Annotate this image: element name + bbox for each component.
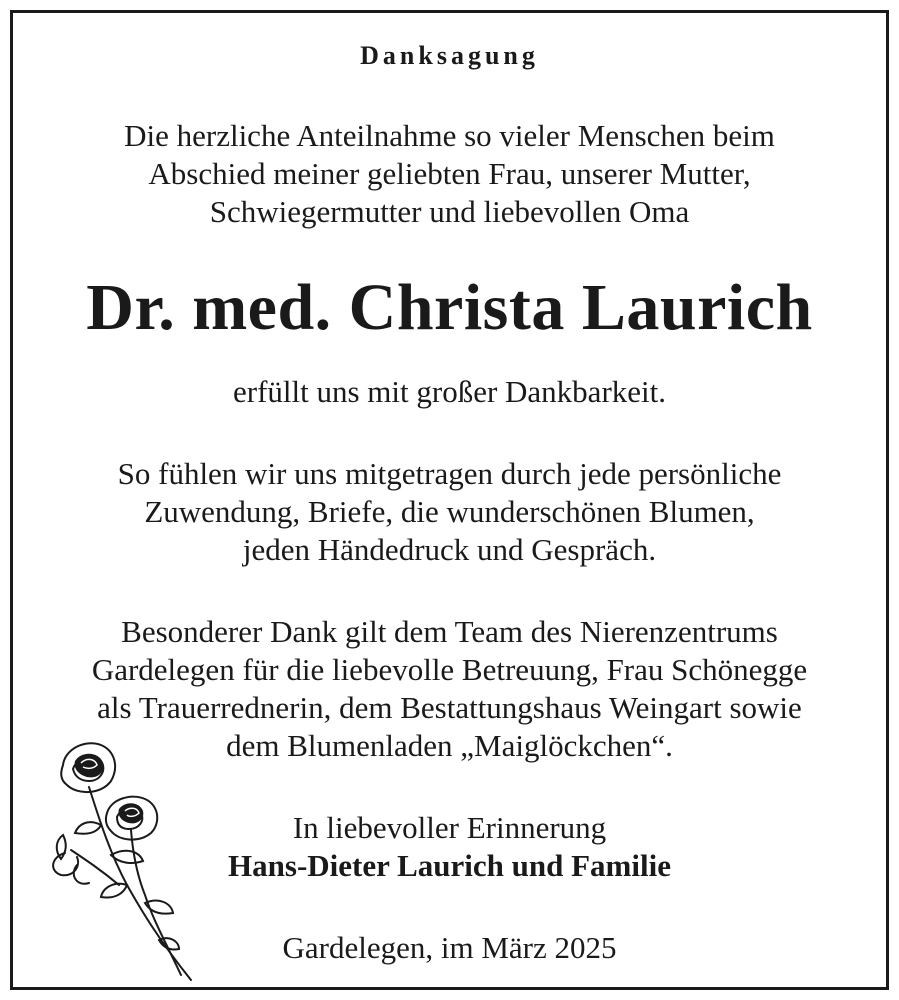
thanks-line-1: Besonderer Dank gilt dem Team des Nierenzentrums [121, 614, 778, 649]
intro-line-1: Die herzliche Anteilnahme so vieler Menschen beim [124, 118, 775, 153]
closing-line: In liebevoller Erinnerung [292, 810, 607, 845]
deceased-name: Dr. med. Christa Laurich [86, 271, 813, 344]
heading: Danksagung [360, 41, 539, 70]
support-line-2: Zuwendung, Briefe, die wunderschönen Blumen, [144, 494, 755, 529]
roses-icon [41, 735, 211, 985]
support-line-1: So fühlen wir uns mitgetragen durch jede persönliche [117, 456, 782, 491]
thanks-line-3: als Trauerrednerin, dem Bestattungshaus Weingart sowie [97, 690, 802, 725]
support-line-3: jeden Händedruck und Gespräch. [242, 532, 657, 567]
intro-line-2: Abschied meiner geliebten Frau, unserer Mutter, [148, 156, 751, 191]
intro-line-3: Schwiegermutter und liebevollen Oma [209, 194, 690, 229]
place-date-line: Gardelegen, im März 2025 [282, 930, 617, 965]
thanks-line-4: dem Blumenladen „Maiglöckchen“. [226, 728, 673, 763]
obituary-notice [10, 10, 889, 990]
thanks-line-2: Gardelegen für die liebevolle Betreuung, Frau Schönegge [91, 652, 808, 687]
signer-line: Hans-Dieter Laurich und Familie [228, 848, 671, 883]
gratitude-line: erfüllt uns mit großer Dankbarkeit. [232, 374, 667, 409]
